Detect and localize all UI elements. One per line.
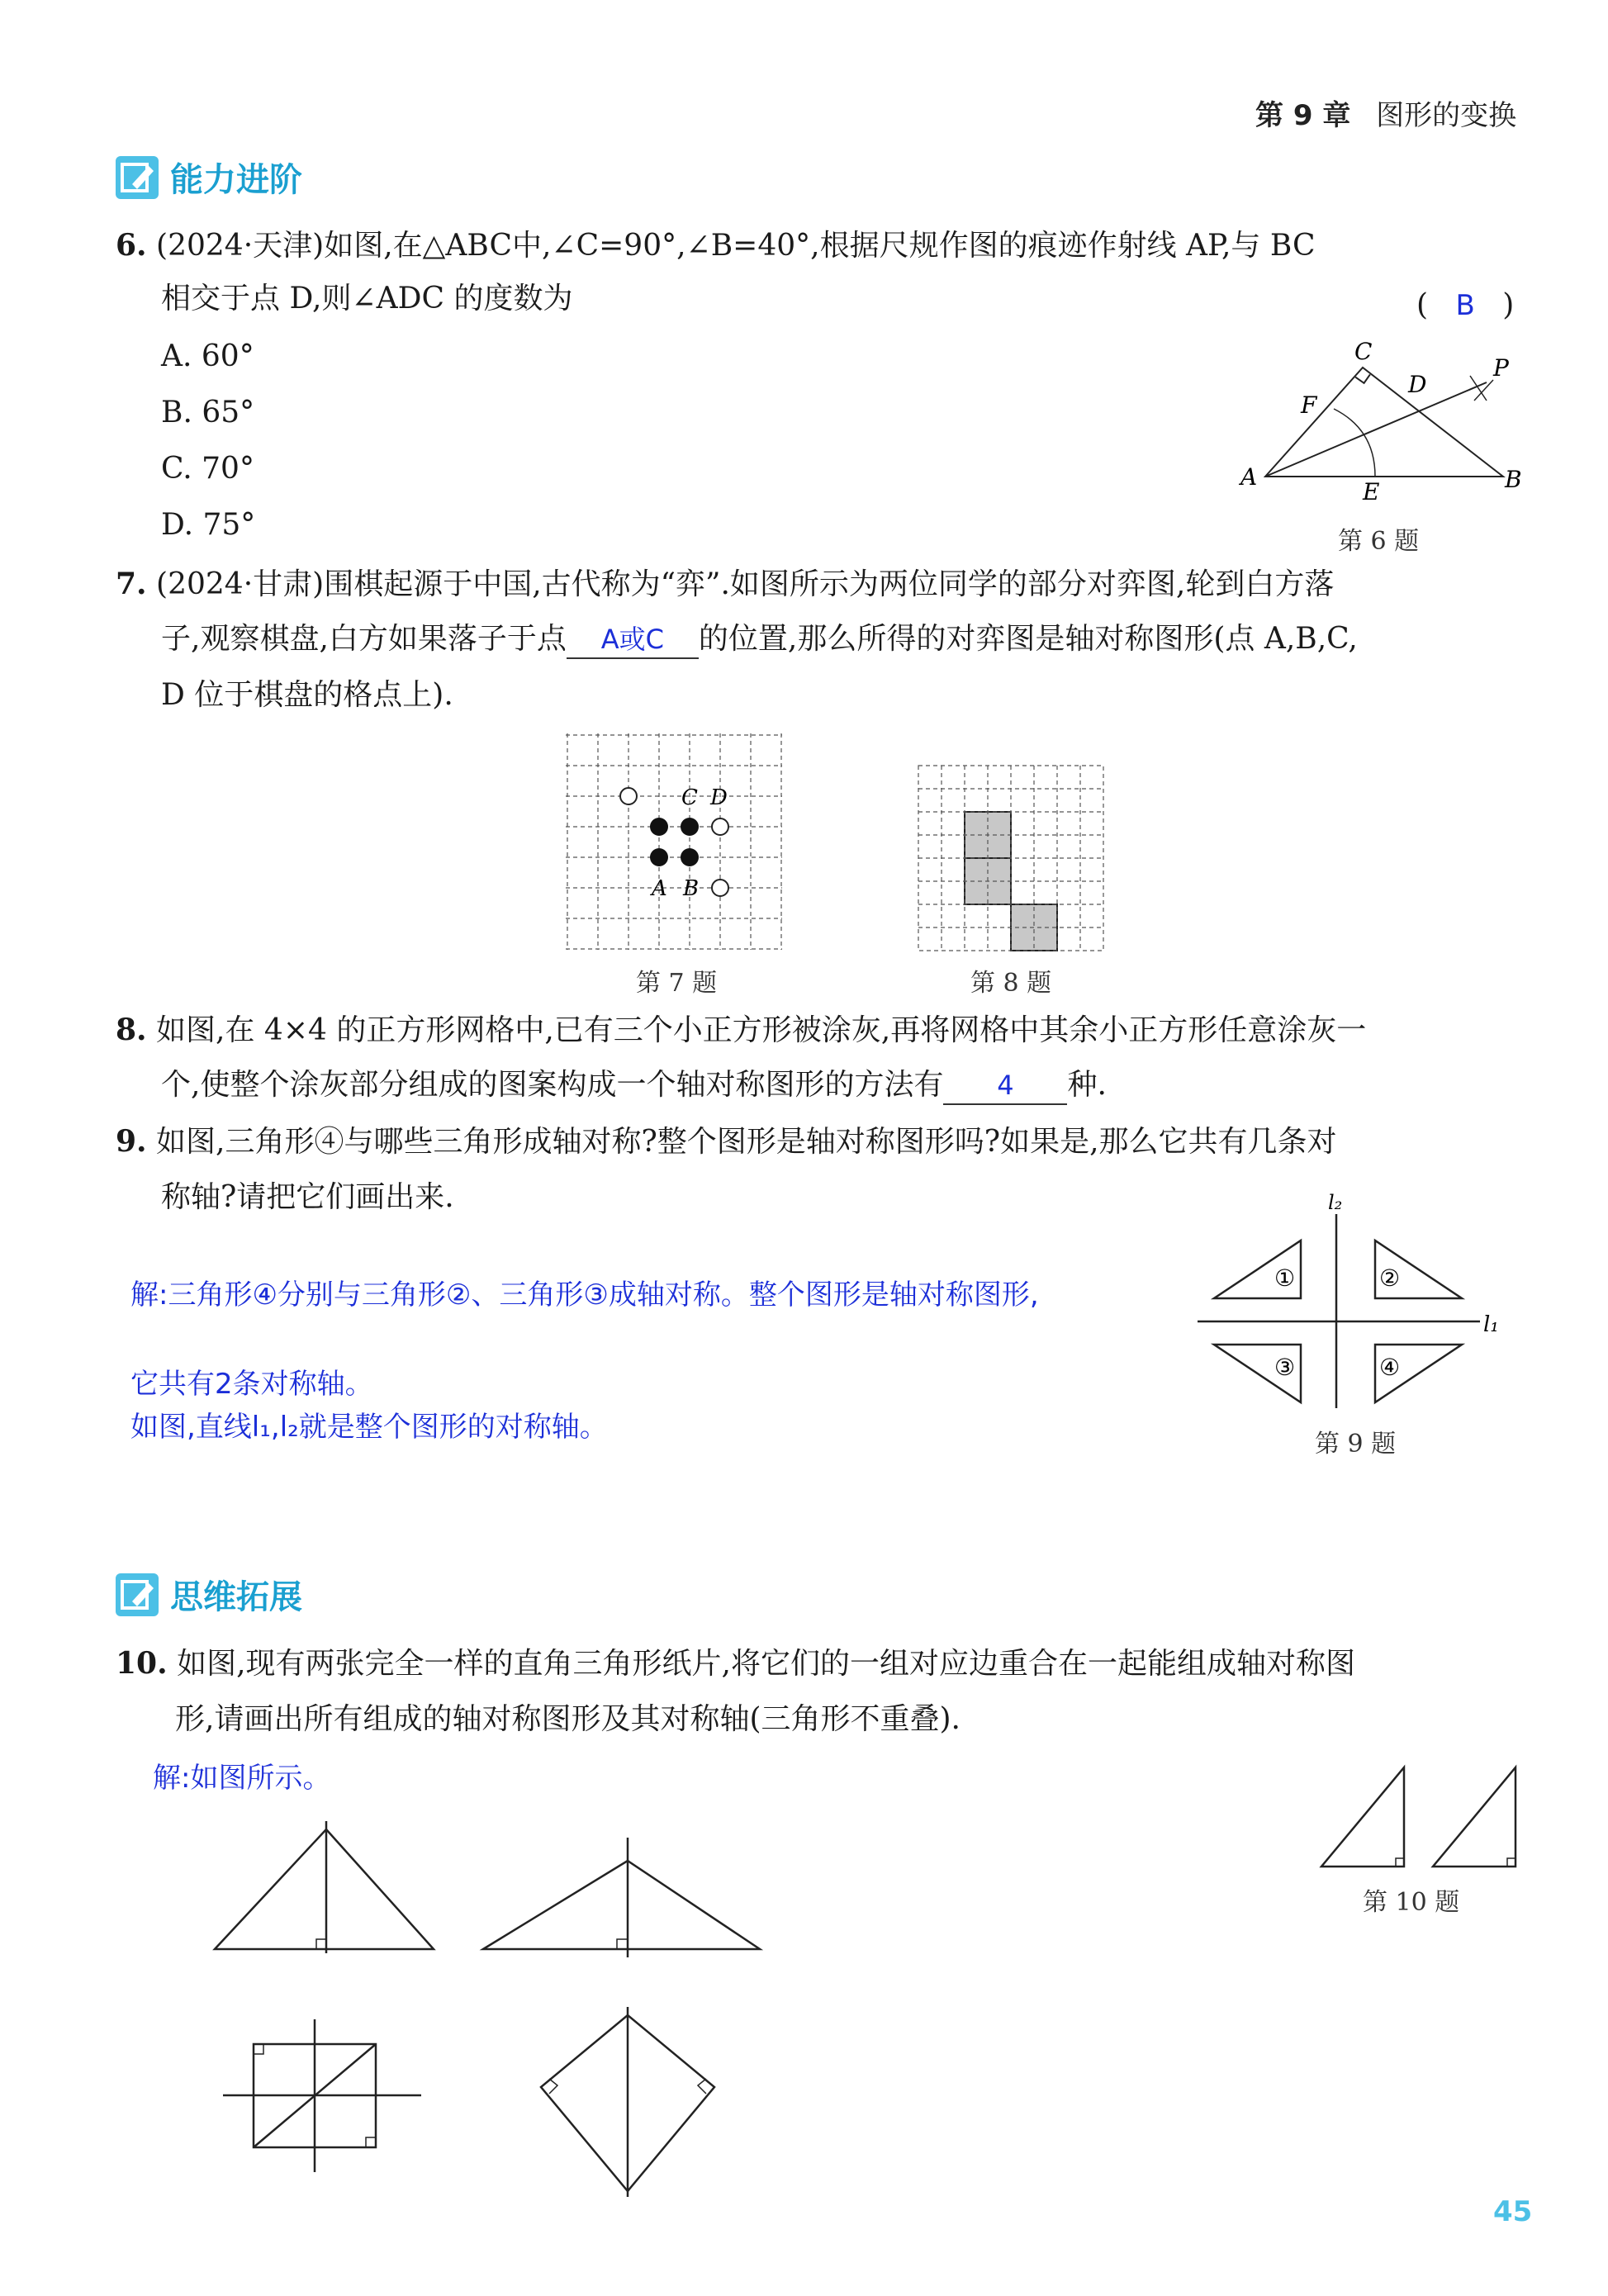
go-label-a: A bbox=[652, 876, 667, 901]
go-label-c: C bbox=[681, 785, 698, 810]
go-label-b: B bbox=[683, 876, 700, 901]
label-e: E bbox=[1363, 478, 1380, 500]
label-b: B bbox=[1505, 466, 1522, 493]
q8-text-2a: 个,使整个涂灰部分组成的图案构成一个轴对称图形的方法有 bbox=[161, 1068, 944, 1102]
label-a: A bbox=[1240, 463, 1258, 491]
paren-open: ( bbox=[1416, 288, 1429, 322]
paren-close: ) bbox=[1502, 288, 1515, 322]
label-d: D bbox=[1408, 371, 1427, 398]
q7-line2 bbox=[161, 621, 1358, 659]
section-extension-heading bbox=[116, 1571, 302, 1618]
q9-solution-line1: 解:三角形④分别与三角形②、三角形③成轴对称。整个图形是轴对称图形, bbox=[130, 1278, 1039, 1312]
q9-text-1: 如图,三角形④与哪些三角形成轴对称?整个图形是轴对称图形吗?如果是,那么它共有几条对 bbox=[156, 1125, 1337, 1159]
q9-line2: 称轴?请把它们画出来. bbox=[161, 1180, 454, 1214]
solution-shape-isosceles-1 bbox=[215, 1829, 434, 1949]
section-extension-title: 思维拓展 bbox=[170, 1578, 302, 1616]
triangle-3-label: ③ bbox=[1274, 1354, 1296, 1381]
q7-number: 7. bbox=[116, 567, 147, 601]
q9-solution-line3: 如图,直线l₁,l₂就是整个图形的对称轴。 bbox=[130, 1411, 608, 1444]
q8-line1 bbox=[116, 1012, 1366, 1049]
q10-given-triangles-figure bbox=[1313, 1759, 1528, 1875]
q10-text-1: 如图,现有两张完全一样的直角三角形纸片,将它们的一组对应边重合在一起能组成轴对称图 bbox=[177, 1647, 1355, 1681]
q8-line2 bbox=[161, 1067, 1107, 1105]
q7-go-board-figure bbox=[566, 733, 789, 956]
pencil-edit-icon bbox=[116, 156, 159, 199]
q10-number: 10. bbox=[116, 1646, 168, 1681]
q7-text-2a: 子,观察棋盘,白方如果落子于点 bbox=[161, 622, 567, 656]
page-number: 45 bbox=[1493, 2195, 1533, 2228]
q6-option-a: A. 60° bbox=[161, 339, 254, 373]
q10-solution: 解:如图所示。 bbox=[153, 1762, 331, 1795]
label-c: C bbox=[1354, 338, 1373, 365]
q8-text-1: 如图,在 4×4 的正方形网格中,已有三个小正方形被涂灰,再将网格中其余小正方形任意涂灰一 bbox=[156, 1013, 1367, 1047]
label-p: P bbox=[1493, 354, 1509, 382]
q8-answer: 4 bbox=[943, 1067, 1067, 1105]
q10-line1 bbox=[116, 1645, 1355, 1682]
q7-text-1: (2024·甘肃)围棋起源于中国,古代称为“弈”.如图所示为两位同学的部分对弈图,轮到白方落 bbox=[156, 567, 1335, 601]
q6-option-b: B. 65° bbox=[161, 396, 255, 429]
q8-text-2b: 种. bbox=[1067, 1068, 1107, 1102]
q9-solution-line2: 它共有2条对称轴。 bbox=[130, 1368, 373, 1401]
triangle-2-label: ② bbox=[1379, 1264, 1401, 1292]
triangle-1-label: ① bbox=[1274, 1264, 1296, 1292]
pencil-edit-icon bbox=[116, 1573, 159, 1616]
triangle-4-label: ④ bbox=[1379, 1354, 1401, 1381]
solution-shape-isosceles-2 bbox=[483, 1861, 760, 1949]
q9-triangles-figure bbox=[1189, 1189, 1520, 1462]
axis-l2-label: l₂ bbox=[1328, 1191, 1343, 1214]
q10-line2: 形,请画出所有组成的轴对称图形及其对称轴(三角形不重叠). bbox=[175, 1702, 961, 1736]
label-f: F bbox=[1301, 391, 1317, 419]
q7-line3: D 位于棋盘的格点上). bbox=[161, 678, 453, 712]
q6-option-d: D. 75° bbox=[161, 508, 256, 542]
q6-line1 bbox=[116, 227, 1316, 264]
go-label-d: D bbox=[710, 785, 728, 810]
q7-answer: A或C bbox=[567, 621, 699, 659]
q8-figure-caption: 第 8 题 bbox=[970, 969, 1052, 998]
q8-number: 8. bbox=[116, 1013, 147, 1047]
q7-text-2b: 的位置,那么所得的对弈图是轴对称图形(点 A,B,C, bbox=[698, 622, 1358, 656]
q7-figure-caption: 第 7 题 bbox=[636, 969, 718, 998]
chapter-number: 第 9 章 bbox=[1255, 99, 1351, 132]
q6-number: 6. bbox=[116, 228, 147, 263]
q10-solution-figures bbox=[211, 1821, 772, 2197]
chapter-title: 图形的变换 bbox=[1376, 99, 1517, 132]
section-advanced-heading bbox=[116, 154, 302, 201]
q6-answer-bracket bbox=[1416, 287, 1514, 324]
q6-text-1: (2024·天津)如图,在△ABC中,∠C=90°,∠B=40°,根据尺规作图的痕迹作射线 AP,与 BC bbox=[156, 229, 1316, 263]
q6-answer: B bbox=[1455, 289, 1475, 322]
section-advanced-title: 能力进阶 bbox=[170, 161, 302, 199]
q6-option-c: C. 70° bbox=[161, 452, 254, 486]
q9-figure-caption: 第 9 题 bbox=[1315, 1430, 1397, 1459]
q8-grid-figure bbox=[917, 764, 1111, 956]
q7-line1 bbox=[116, 566, 1334, 603]
q6-triangle-figure bbox=[1231, 334, 1528, 500]
q9-line1 bbox=[116, 1123, 1337, 1160]
chapter-header bbox=[1255, 93, 1516, 133]
q9-number: 9. bbox=[116, 1124, 147, 1159]
axis-l1-label: l₁ bbox=[1483, 1312, 1499, 1337]
q6-figure-caption: 第 6 题 bbox=[1338, 527, 1420, 556]
q6-line2: 相交于点 D,则∠ADC 的度数为 bbox=[161, 282, 573, 315]
q10-figure-caption: 第 10 题 bbox=[1363, 1888, 1460, 1917]
